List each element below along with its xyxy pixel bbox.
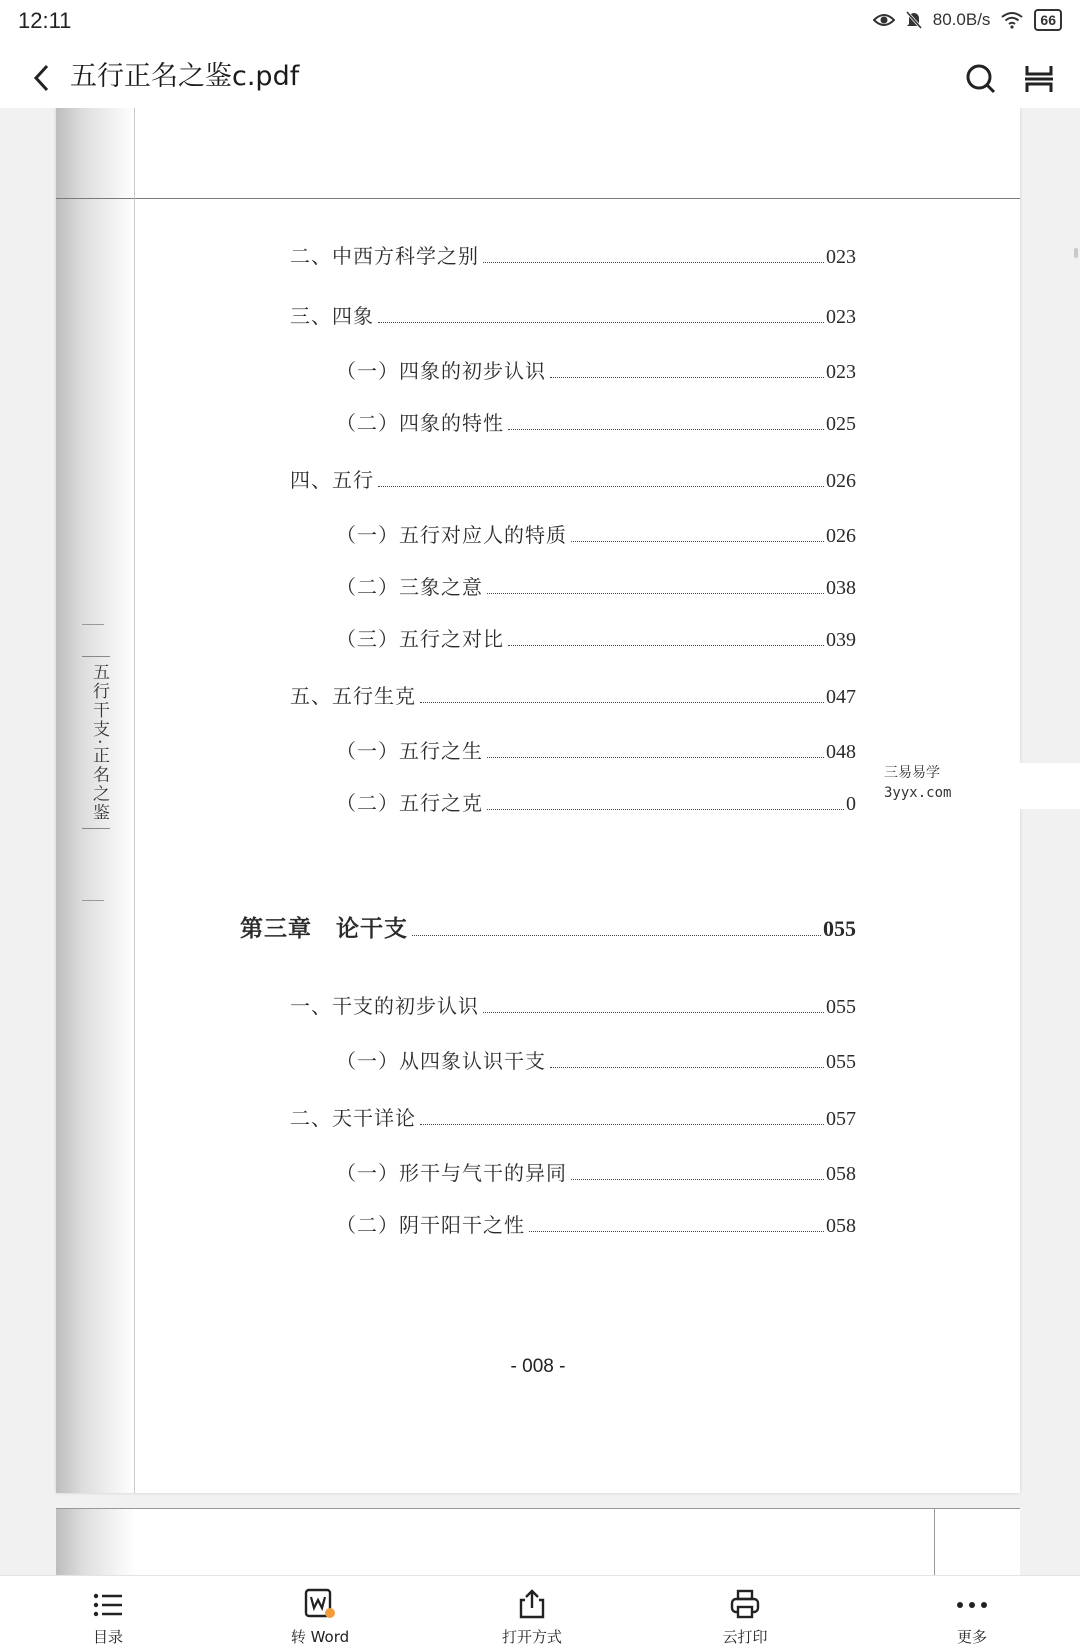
toc-entry-label: （一）形干与气干的异同 bbox=[336, 1161, 567, 1185]
toc-entry-label: 四、五行 bbox=[290, 468, 374, 492]
toc-leader bbox=[487, 808, 844, 810]
toc-leader bbox=[378, 485, 824, 487]
toc-leader bbox=[571, 1178, 824, 1180]
toc-entry[interactable] bbox=[290, 680, 856, 709]
toc-entry-label: （二）阴干阳干之性 bbox=[336, 1213, 525, 1237]
toc-entry[interactable] bbox=[336, 787, 856, 816]
toc-leader bbox=[483, 1011, 824, 1013]
more-button[interactable] bbox=[907, 1576, 1037, 1651]
toc-leader bbox=[420, 701, 824, 703]
toc-entry-label: 三、四象 bbox=[290, 304, 374, 328]
toc-entry-page: 025 bbox=[826, 413, 856, 435]
toc-entry[interactable] bbox=[336, 1045, 856, 1074]
toc-leader bbox=[508, 644, 824, 646]
toc-entry-page: 023 bbox=[826, 306, 856, 328]
toc-leader bbox=[420, 1123, 824, 1125]
toc-entry-page: 055 bbox=[823, 916, 856, 941]
printer-icon bbox=[729, 1588, 761, 1620]
watermark-line: 3yyx.com bbox=[884, 785, 952, 801]
watermark bbox=[860, 763, 1080, 809]
toc-entry-page: 048 bbox=[826, 741, 856, 763]
page-header-rule bbox=[56, 198, 1020, 199]
more-label: 更多 bbox=[956, 1628, 987, 1646]
chevron-left-icon bbox=[32, 63, 52, 93]
toc-entry[interactable] bbox=[290, 300, 856, 329]
toc-entry-page: 058 bbox=[826, 1163, 856, 1185]
toc-leader bbox=[487, 756, 824, 758]
toc-chapter-label: 第三章 论干支 bbox=[240, 916, 408, 942]
cloud-print-button[interactable] bbox=[680, 1576, 810, 1651]
toc-entry-label: 二、天干详论 bbox=[290, 1106, 416, 1130]
toc-entry-page: 039 bbox=[826, 629, 856, 651]
page-mode-icon bbox=[1018, 58, 1060, 100]
toc-entry[interactable] bbox=[336, 571, 856, 600]
search-button[interactable] bbox=[960, 58, 1002, 100]
word-document-icon bbox=[303, 1588, 337, 1620]
open-with-label: 打开方式 bbox=[501, 1628, 562, 1646]
toc-entry-label: （二）三象之意 bbox=[336, 575, 483, 599]
spine-divider bbox=[82, 624, 104, 625]
toc-entry-page: 055 bbox=[826, 1051, 856, 1073]
toc-entry[interactable] bbox=[290, 990, 856, 1019]
toc-entry-page: 0 bbox=[846, 793, 856, 815]
toc-leader bbox=[550, 1066, 824, 1068]
toc-entry-page: 058 bbox=[826, 1215, 856, 1237]
toc-entry[interactable] bbox=[336, 355, 856, 384]
toc-entry-label: （二）五行之克 bbox=[336, 791, 483, 815]
toc-entry[interactable] bbox=[336, 1157, 856, 1186]
status-icons bbox=[873, 9, 1062, 31]
toc-button-label: 目录 bbox=[92, 1628, 123, 1646]
pdf-viewer[interactable] bbox=[0, 108, 1080, 1575]
page-number: - 008 - bbox=[510, 1356, 566, 1377]
wifi-icon bbox=[1000, 11, 1024, 29]
toc-entry-page: 055 bbox=[826, 996, 856, 1018]
watermark-line: 三易易学 bbox=[884, 765, 940, 781]
app-bar bbox=[0, 46, 1080, 109]
toc-entry-label: （二）四象的特性 bbox=[336, 411, 504, 435]
page-rule bbox=[934, 1509, 935, 1575]
toc-entry-page: 047 bbox=[826, 686, 856, 708]
toc-leader bbox=[529, 1230, 824, 1232]
toc-entry-label: （一）四象的初步认识 bbox=[336, 359, 546, 383]
toc-button[interactable] bbox=[43, 1576, 173, 1651]
toc-entry-label: 二、中西方科学之别 bbox=[290, 244, 479, 268]
next-pdf-page bbox=[56, 1508, 1020, 1575]
list-icon bbox=[92, 1590, 124, 1620]
scrollbar-thumb[interactable] bbox=[1074, 248, 1078, 258]
search-icon bbox=[960, 58, 1002, 100]
toc-leader bbox=[571, 540, 824, 542]
toc-leader bbox=[487, 592, 824, 594]
toc-entry[interactable] bbox=[290, 1102, 856, 1131]
spine-title: 五行干支·正名之鉴 bbox=[82, 656, 110, 829]
toc-entry-label: （一）五行之生 bbox=[336, 739, 483, 763]
toc-entry-page: 026 bbox=[826, 470, 856, 492]
toc-entry-page: 038 bbox=[826, 577, 856, 599]
page-gutter-shadow bbox=[56, 1509, 136, 1575]
convert-word-label: 转 Word bbox=[290, 1628, 350, 1646]
toc-entry-page: 023 bbox=[826, 361, 856, 383]
toc-entry-page: 023 bbox=[826, 246, 856, 268]
toc-entry-label: 一、干支的初步认识 bbox=[290, 994, 479, 1018]
page-margin-rule bbox=[134, 108, 135, 1493]
toc-entry[interactable] bbox=[336, 519, 856, 548]
toc-entry[interactable] bbox=[290, 240, 856, 269]
toc-entry[interactable] bbox=[336, 735, 856, 764]
toc-entry-label: （一）从四象认识干支 bbox=[336, 1049, 546, 1073]
toc-entry[interactable] bbox=[290, 464, 856, 493]
toc-entry[interactable] bbox=[336, 407, 856, 436]
document-title: 五行正名之鉴c.pdf bbox=[70, 61, 300, 92]
page-mode-button[interactable] bbox=[1018, 58, 1060, 100]
toc-entry-label: （一）五行对应人的特质 bbox=[336, 523, 567, 547]
toc-entry-label: 五、五行生克 bbox=[290, 684, 416, 708]
spine-divider bbox=[82, 900, 104, 901]
cloud-print-label: 云打印 bbox=[722, 1628, 768, 1646]
toc-leader bbox=[483, 261, 824, 263]
back-button[interactable] bbox=[22, 58, 62, 98]
toc-entry-page: 026 bbox=[826, 525, 856, 547]
toc-leader bbox=[550, 376, 824, 378]
network-speed: 80.0B/s bbox=[932, 10, 991, 29]
mute-bell-icon bbox=[905, 10, 923, 30]
toc-entry[interactable] bbox=[336, 1209, 856, 1238]
battery-indicator: 66 bbox=[1034, 9, 1062, 31]
toc-entry-label: （三）五行之对比 bbox=[336, 627, 504, 651]
toc-entry-page: 057 bbox=[826, 1108, 856, 1130]
status-time: 12:11 bbox=[18, 8, 72, 33]
toc-entry[interactable] bbox=[336, 623, 856, 652]
toc-leader bbox=[412, 934, 821, 936]
toc-chapter-entry[interactable] bbox=[240, 910, 856, 943]
share-icon bbox=[516, 1588, 548, 1620]
open-with-button[interactable] bbox=[467, 1576, 597, 1651]
toc-leader bbox=[508, 428, 824, 430]
status-bar bbox=[0, 0, 1080, 46]
eye-icon bbox=[873, 12, 895, 28]
more-dots-icon bbox=[955, 1590, 989, 1620]
bottom-toolbar bbox=[0, 1575, 1080, 1651]
toc-leader bbox=[378, 321, 824, 323]
convert-word-button[interactable] bbox=[255, 1576, 385, 1651]
